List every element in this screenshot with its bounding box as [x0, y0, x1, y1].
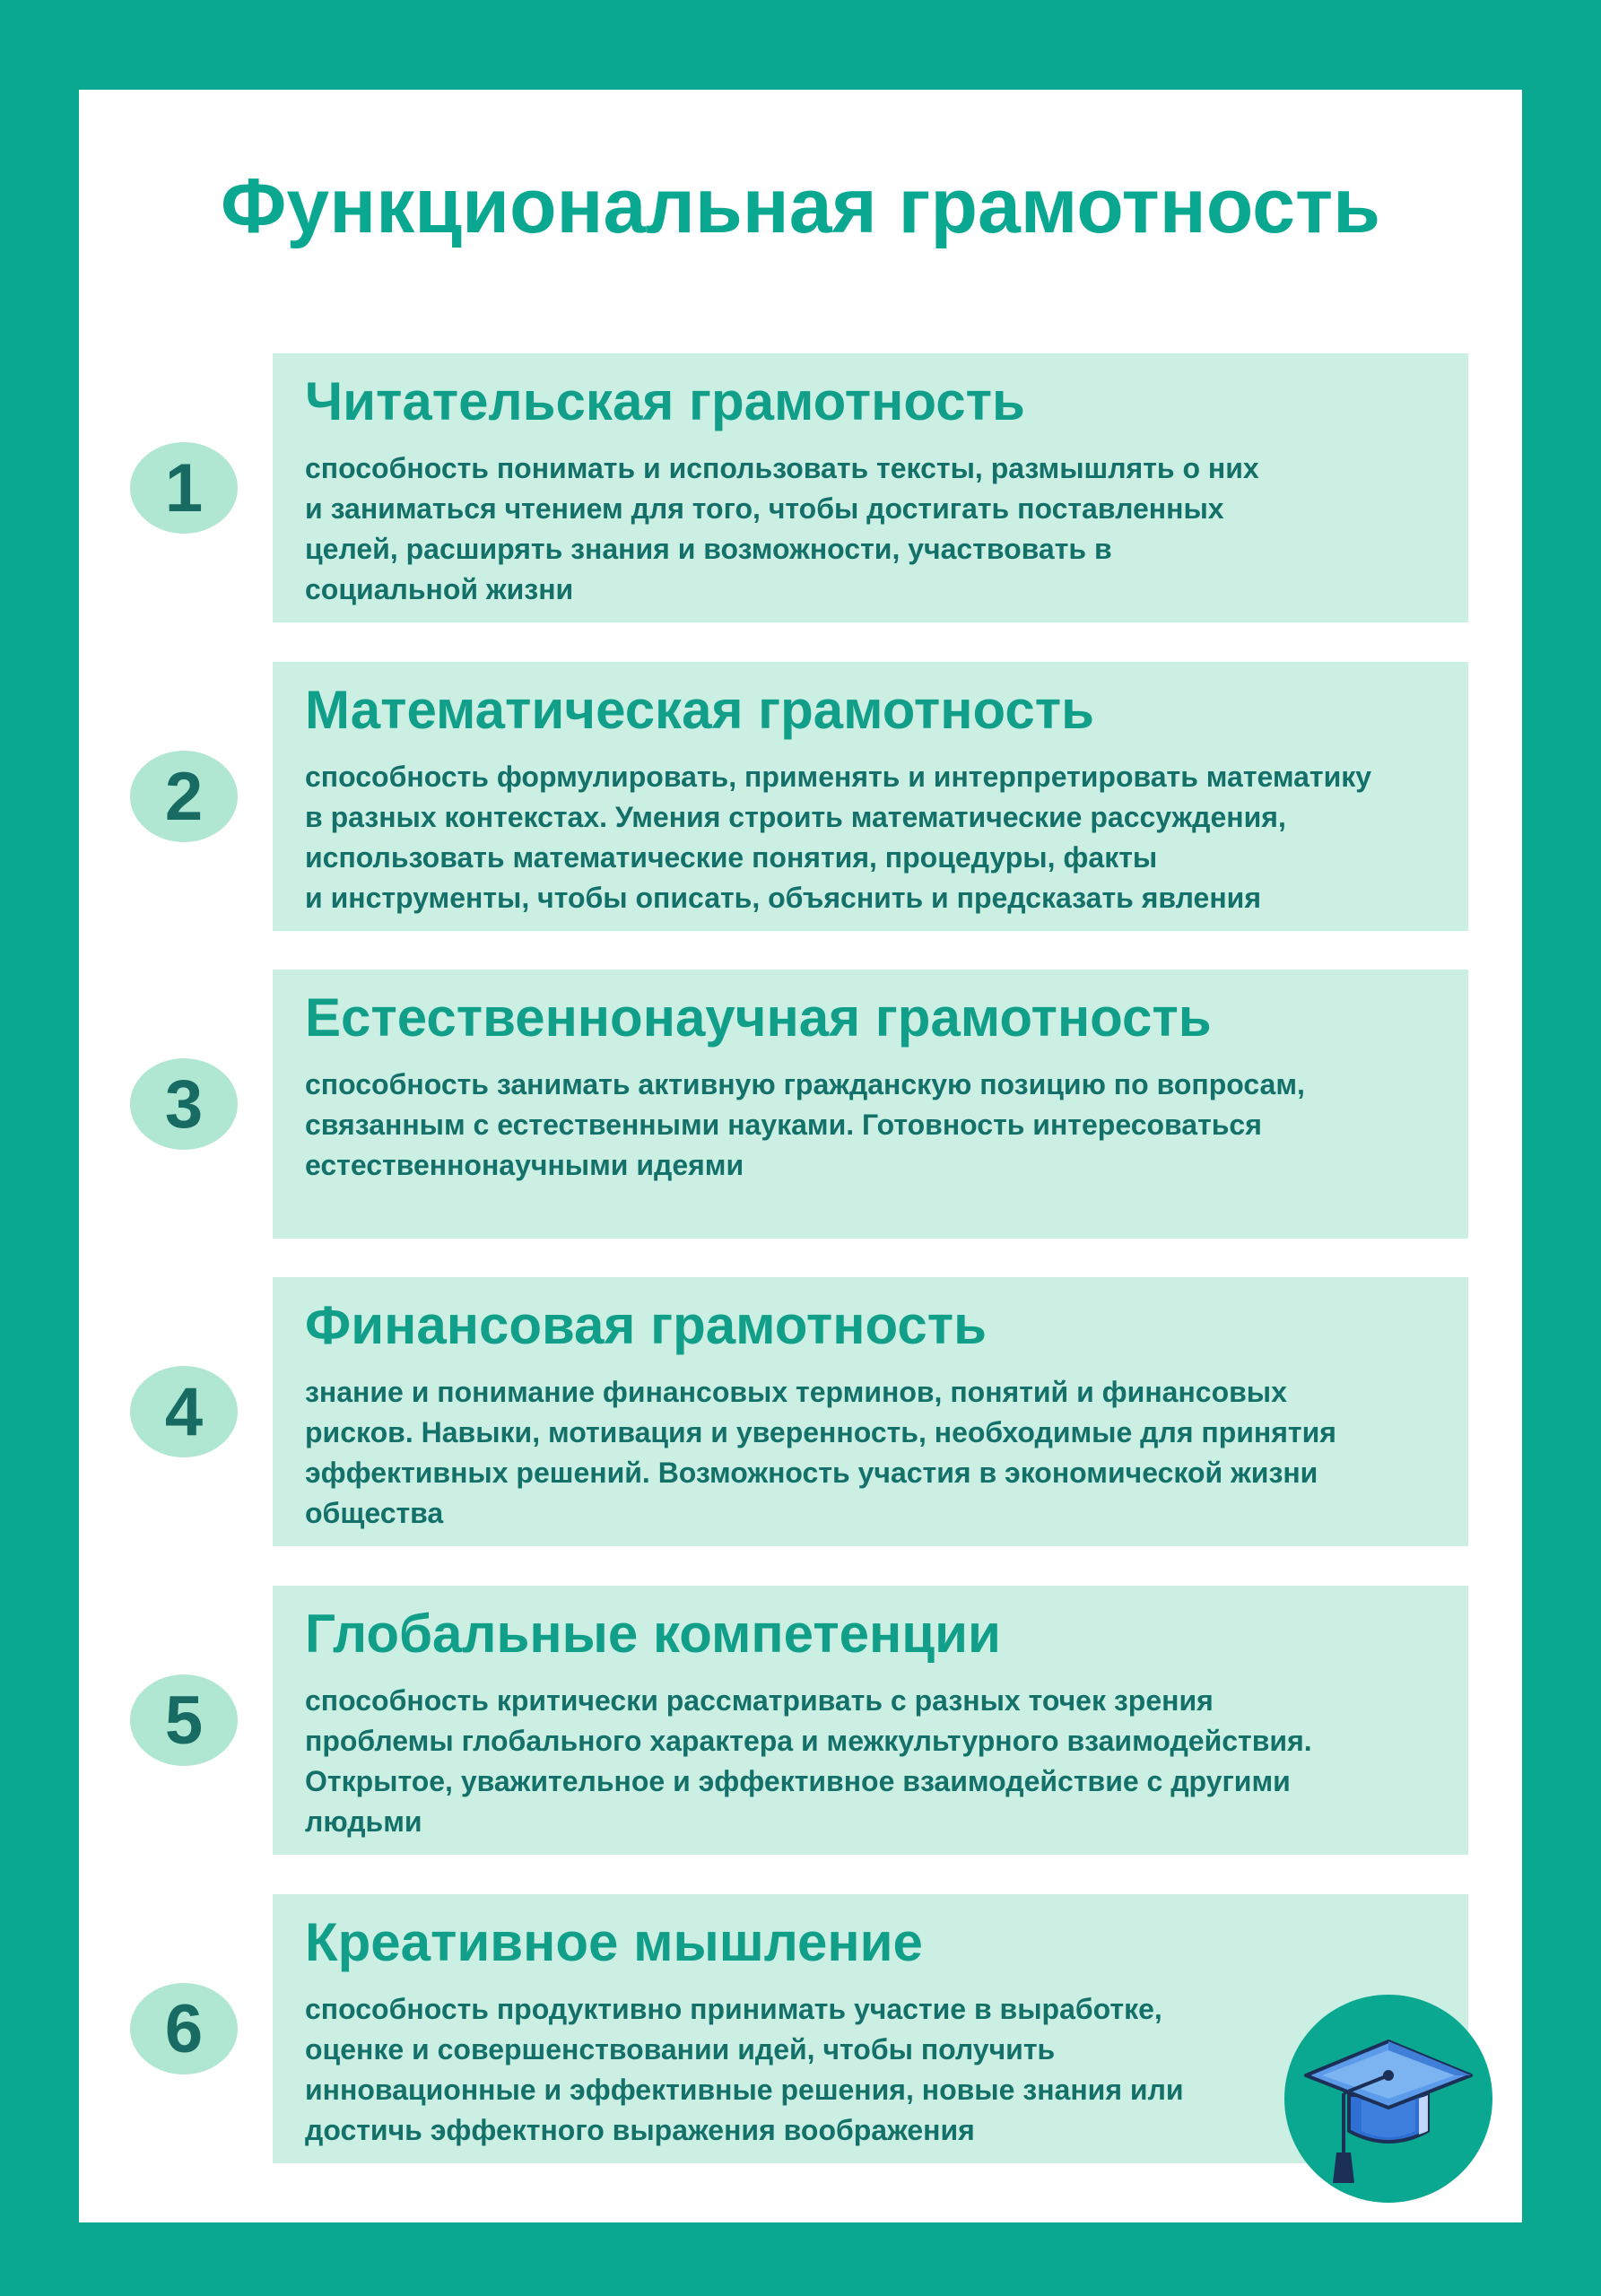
description-line: и заниматься чтением для того, чтобы достигать поставленных	[305, 492, 1224, 525]
item-card	[273, 353, 1468, 622]
item-description	[305, 448, 1436, 610]
item-description	[305, 1065, 1436, 1186]
description-line: эффективных решений. Возможность участия в экономической жизни	[305, 1457, 1318, 1489]
description-line: целей, расширять знания и возможности, участвовать в	[305, 533, 1112, 565]
page-title: Функциональная грамотность	[221, 163, 1380, 249]
description-line: способность занимать активную гражданскую позицию по вопросам,	[305, 1068, 1305, 1100]
list-item	[0, 1277, 1601, 1546]
description-line: в разных контекстах. Умения строить математические рассуждения,	[305, 801, 1286, 833]
item-description	[305, 757, 1436, 918]
item-description	[305, 1681, 1436, 1842]
description-line: способность критически рассматривать с разных точек зрения	[305, 1684, 1214, 1717]
graduation-cap-badge	[1284, 1995, 1492, 2203]
description-line: связанным с естественными науками. Готовность интересоваться	[305, 1109, 1262, 1141]
list-item	[0, 1586, 1601, 1855]
item-heading: Креативное мышление	[305, 1912, 923, 1972]
item-number-badge: 1	[130, 442, 238, 534]
description-line: общества	[305, 1497, 444, 1529]
list-item	[0, 353, 1601, 622]
item-number-badge: 3	[130, 1058, 238, 1150]
description-line: способность формулировать, применять и интерпретировать математику	[305, 761, 1372, 793]
description-line: естественнонаучными идеями	[305, 1149, 744, 1181]
item-number-badge: 6	[130, 1983, 238, 2074]
list-item	[0, 970, 1601, 1239]
description-line: способность продуктивно принимать участие в выработке,	[305, 1993, 1162, 2025]
item-description	[305, 1989, 1436, 2151]
item-card	[273, 1586, 1468, 1855]
item-heading: Математическая грамотность	[305, 680, 1095, 740]
description-line: социальной жизни	[305, 573, 574, 605]
description-line: достичь эффектного выражения воображения	[305, 2114, 975, 2146]
item-number-badge: 2	[130, 751, 238, 842]
description-line: использовать математические понятия, процедуры, факты	[305, 841, 1158, 874]
item-card	[273, 970, 1468, 1239]
description-line: и инструменты, чтобы описать, объяснить и предсказать явления	[305, 882, 1261, 914]
item-number-badge: 4	[130, 1366, 238, 1457]
description-line: знание и понимание финансовых терминов, понятий и финансовых	[305, 1376, 1287, 1408]
description-line: оценке и совершенствовании идей, чтобы получить	[305, 2033, 1056, 2066]
description-line: проблемы глобального характера и межкультурного взаимодействия.	[305, 1725, 1312, 1757]
item-heading: Читательская грамотность	[305, 371, 1025, 431]
item-heading: Естественнонаучная грамотность	[305, 987, 1212, 1048]
description-line: рисков. Навыки, мотивация и уверенность, необходимые для принятия	[305, 1416, 1336, 1448]
list-item	[0, 662, 1601, 931]
item-card	[273, 1277, 1468, 1546]
graduation-cap-icon	[1284, 1995, 1492, 2203]
item-number-badge: 5	[130, 1674, 238, 1766]
item-card	[273, 662, 1468, 931]
description-line: Открытое, уважительное и эффективное взаимодействие с другими	[305, 1765, 1291, 1797]
description-line: людьми	[305, 1805, 422, 1838]
description-line: способность понимать и использовать тексты, размышлять о них	[305, 452, 1259, 484]
item-heading: Финансовая грамотность	[305, 1295, 987, 1355]
item-heading: Глобальные компетенции	[305, 1604, 1001, 1664]
description-line: инновационные и эффективные решения, новые знания или	[305, 2074, 1184, 2106]
item-description	[305, 1372, 1436, 1534]
